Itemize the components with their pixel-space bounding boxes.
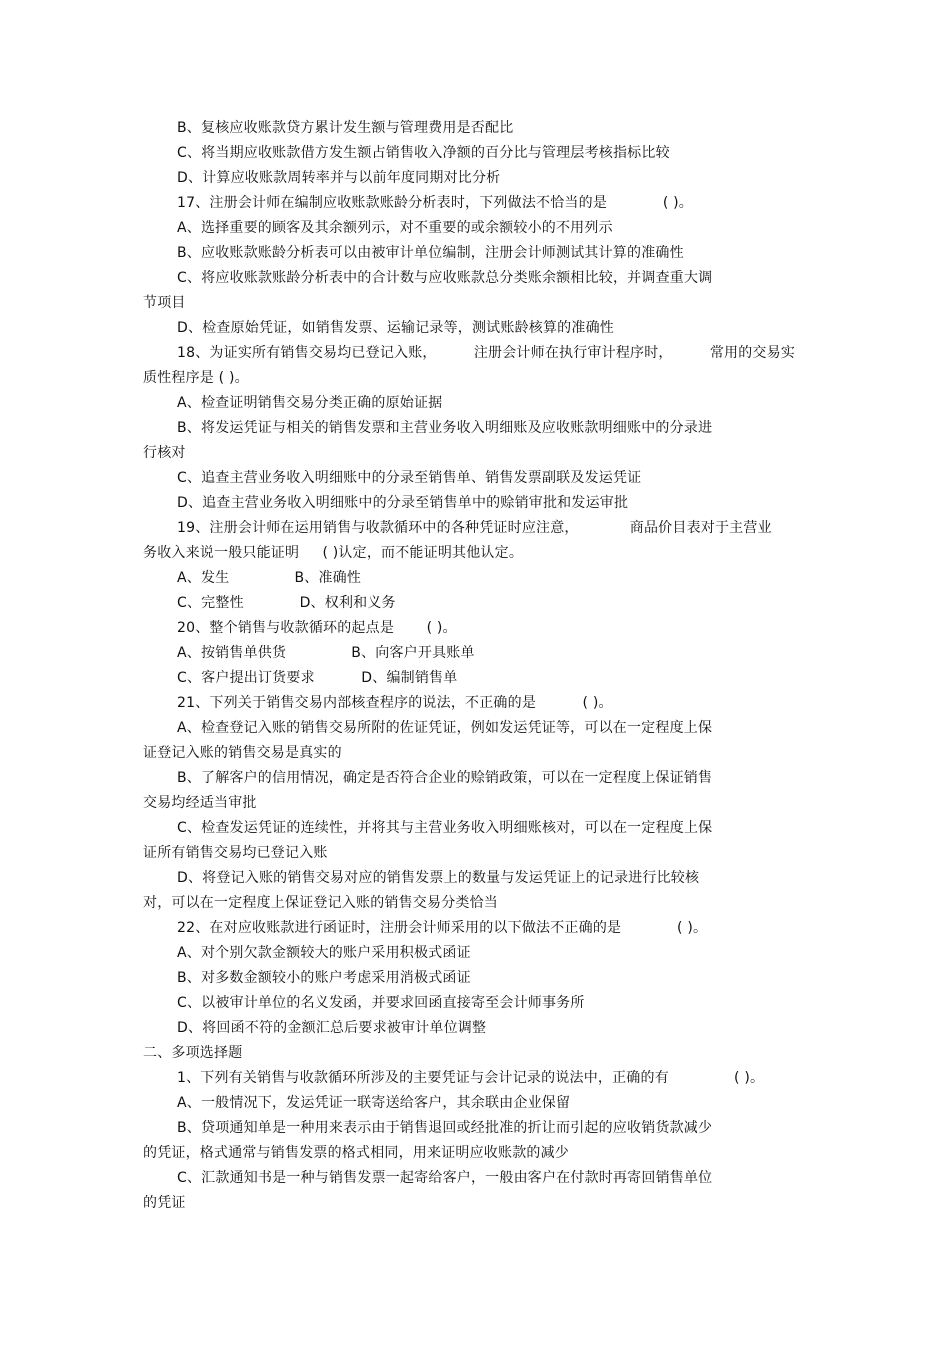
text-line: D、计算应收账款周转率并与以前年度同期对比分析 — [177, 170, 501, 186]
question-20: 20、整个销售与收款循环的起点是 ( )。 — [177, 620, 457, 636]
text-line: C、客户提出订货要求 D、编制销售单 — [177, 670, 458, 686]
text-line: A、检查证明销售交易分类正确的原始证据 — [177, 395, 443, 411]
text-line: C、追查主营业务收入明细账中的分录至销售单、销售发票副联及发运凭证 — [177, 470, 642, 486]
question-18: 18、为证实所有销售交易均已登记入账， 注册会计师在执行审计程序时， 常用的交易实 — [177, 345, 796, 361]
text-line: D、检查原始凭证，如销售发票、运输记录等，测试账龄核算的准确性 — [177, 320, 614, 336]
text-line: 务收入来说一般只能证明 ( )认定，而不能证明其他认定。 — [143, 545, 524, 561]
text-line: 的凭证 — [143, 1195, 186, 1211]
text-line: C、将当期应收账款借方发生额占销售收入净额的百分比与管理层考核指标比较 — [177, 145, 670, 161]
text-line: A、选择重要的顾客及其余额列示，对不重要的或余额较小的不用列示 — [177, 220, 613, 236]
text-line: B、对多数金额较小的账户考虑采用消极式函证 — [177, 970, 471, 986]
text-line: 质性程序是 ( )。 — [143, 370, 249, 386]
text-line: 交易均经适当审批 — [143, 795, 257, 811]
text-line: D、将回函不符的金额汇总后要求被审计单位调整 — [177, 1020, 487, 1036]
multi-question-1: 1、下列有关销售与收款循环所涉及的主要凭证与会计记录的说法中，正确的有 ( )。 — [177, 1070, 765, 1086]
text-line: C、检查发运凭证的连续性，并将其与主营业务收入明细账核对，可以在一定程度上保 — [177, 820, 713, 836]
question-17: 17、注册会计师在编制应收账款账龄分析表时，下列做法不恰当的是 ( )。 — [177, 195, 693, 211]
section-heading: 二、多项选择题 — [143, 1045, 243, 1061]
text-line: D、追查主营业务收入明细账中的分录至销售单中的赊销审批和发运审批 — [177, 495, 629, 511]
text-line: D、将登记入账的销售交易对应的销售发票上的数量与发运凭证上的记录进行比较核 — [177, 870, 700, 886]
question-21: 21、下列关于销售交易内部核查程序的说法，不正确的是 ( )。 — [177, 695, 613, 711]
text-line: A、对个别欠款金额较大的账户采用积极式函证 — [177, 945, 471, 961]
text-line: B、贷项通知单是一种用来表示由于销售退回或经批准的折让而引起的应收销货款减少 — [177, 1120, 713, 1136]
text-line: 对，可以在一定程度上保证登记入账的销售交易分类恰当 — [143, 895, 498, 911]
text-line: C、汇款通知书是一种与销售发票一起寄给客户，一般由客户在付款时再寄回销售单位 — [177, 1170, 713, 1186]
text-line: 的凭证，格式通常与销售发票的格式相同，用来证明应收账款的减少 — [143, 1145, 569, 1161]
text-line: 节项目 — [143, 295, 186, 311]
text-line: 行核对 — [143, 445, 186, 461]
question-22: 22、在对应收账款进行函证时，注册会计师采用的以下做法不正确的是 ( )。 — [177, 920, 708, 936]
text-line: C、将应收账款账龄分析表中的合计数与应收账款总分类账余额相比较，并调查重大调 — [177, 270, 713, 286]
text-line: B、将发运凭证与相关的销售发票和主营业务收入明细账及应收账款明细账中的分录进 — [177, 420, 713, 436]
text-line: A、按销售单供货 B、向客户开具账单 — [177, 645, 475, 661]
text-line: A、检查登记入账的销售交易所附的佐证凭证，例如发运凭证等，可以在一定程度上保 — [177, 720, 713, 736]
text-line: A、一般情况下，发运凭证一联寄送给客户，其余联由企业保留 — [177, 1095, 571, 1111]
text-line: 证登记入账的销售交易是真实的 — [143, 745, 342, 761]
text-line: B、了解客户的信用情况，确定是否符合企业的赊销政策，可以在一定程度上保证销售 — [177, 770, 713, 786]
question-19: 19、注册会计师在运用销售与收款循环中的各种凭证时应注意， 商品价目表对于主营业 — [177, 520, 772, 536]
text-line: B、应收账款账龄分析表可以由被审计单位编制，注册会计师测试其计算的准确性 — [177, 245, 684, 261]
text-line: C、以被审计单位的名义发函，并要求回函直接寄至会计师事务所 — [177, 995, 585, 1011]
text-line: 证所有销售交易均已登记入账 — [143, 845, 328, 861]
text-line: B、复核应收账款贷方累计发生额与管理费用是否配比 — [177, 120, 514, 136]
text-line: C、完整性 D、权利和义务 — [177, 595, 396, 611]
text-line: A、发生 B、准确性 — [177, 570, 362, 586]
